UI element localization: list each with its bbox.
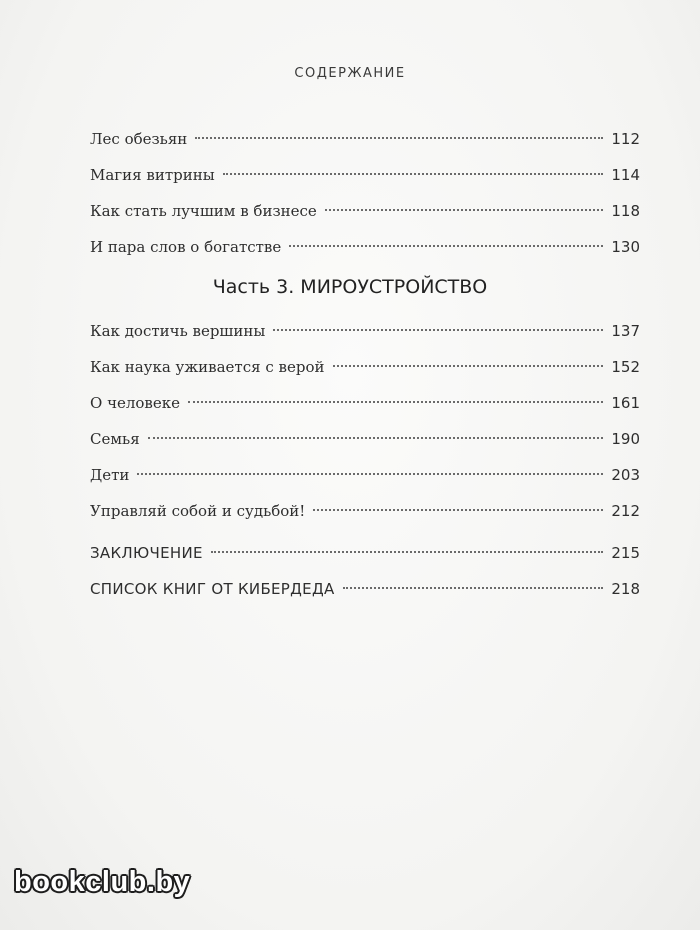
toc-entry-page: 112 [611,130,640,148]
toc-entry-page: 190 [611,430,640,448]
toc-entry-title: Лес обезьян [90,130,188,148]
toc-entry-title: Как достичь вершины [90,322,266,340]
toc-section-part-3 [90,316,640,532]
toc-section-a [90,124,640,268]
watermark: bookclub.by [14,866,191,898]
leader-dots [211,551,604,553]
leader-dots [343,587,604,589]
leader-dots [313,509,603,511]
toc-entry-title: И пара слов о богатстве [90,238,282,256]
toc-entry [90,574,640,610]
toc-entry [90,460,640,496]
toc-entry [90,316,640,352]
leader-dots [273,329,603,331]
toc-entry-page: 118 [611,202,640,220]
toc-entry-page: 212 [611,502,640,520]
toc-entry [90,160,640,196]
toc-entry-title: ЗАКЛЮЧЕНИЕ [90,544,203,562]
toc-entry-page: 152 [611,358,640,376]
part-3-title: Часть 3. МИРОУСТРОЙСТВО [212,276,488,298]
toc-entry [90,538,640,574]
toc-entry [90,124,640,160]
toc-entry-title: О человеке [90,394,180,412]
toc-entry-title: СПИСОК КНИГ ОТ КИБЕРДЕДА [90,580,335,598]
toc-entry-title: Магия витрины [90,166,215,184]
toc-entry [90,196,640,232]
leader-dots [148,437,604,439]
toc-entry-page: 203 [611,466,640,484]
toc-entry-title: Управляй собой и судьбой! [90,502,306,520]
toc-entry-page: 130 [611,238,640,256]
toc-section-closing [90,538,640,610]
page-header: СОДЕРЖАНИЕ [294,66,406,81]
toc-entry-page: 161 [611,394,640,412]
leader-dots [289,245,603,247]
leader-dots [333,365,604,367]
toc-entry [90,496,640,532]
leader-dots [223,173,604,175]
leader-dots [325,209,604,211]
toc-entry [90,352,640,388]
toc-entry-title: Как стать лучшим в бизнесе [90,202,317,220]
toc-entry-page: 137 [611,322,640,340]
toc-entry-title: Семья [90,430,140,448]
leader-dots [188,401,603,403]
toc-entry [90,232,640,268]
toc-entry [90,424,640,460]
toc-entry-page: 215 [611,544,640,562]
leader-dots [137,473,603,475]
toc-entry-title: Как наука уживается с верой [90,358,325,376]
toc-entry-page: 218 [611,580,640,598]
toc-entry-page: 114 [611,166,640,184]
toc-entry-title: Дети [90,466,130,484]
leader-dots [195,137,603,139]
toc-entry [90,388,640,424]
